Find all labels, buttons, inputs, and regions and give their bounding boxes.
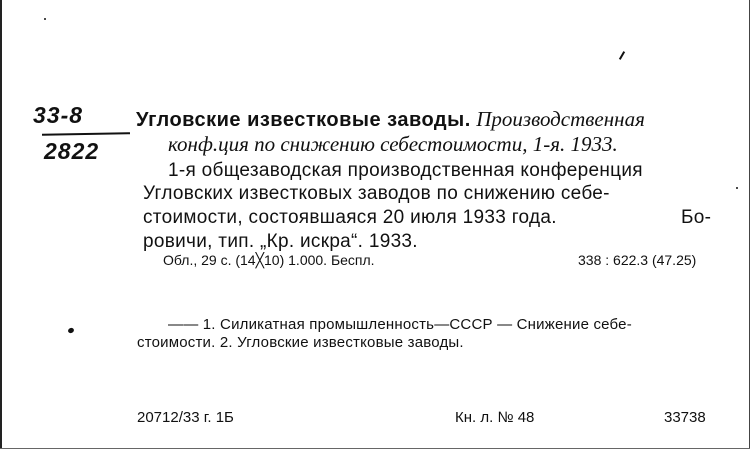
call-number-bottom: 2822 [44, 138, 100, 164]
footer-card-number: 33738 [664, 409, 706, 426]
entry-heading [136, 106, 736, 133]
call-number-divider [42, 132, 130, 136]
subject-headings-line: стоимости. 2. Угловские известковые заводы. [137, 334, 464, 351]
entry-description-text: стоимости, состоявшаяся 20 июля 1933 года. [143, 207, 557, 228]
entry-title-start: Производственная [476, 107, 645, 131]
speck [44, 18, 46, 20]
footer-chronicle-number: Кн. л. № 48 [455, 409, 535, 426]
entry-title-continuation: конф.ция по снижению себестоимости, 1-я. 1933. [168, 132, 618, 156]
entry-imprint-line: ровичи, тип. „Кр. искра“. 1933. [143, 231, 418, 252]
call-number-top: 33-8 [33, 102, 84, 128]
entry-description-line: Угловских известковых заводов по снижению себе- [143, 183, 610, 204]
card-left-edge [0, 0, 2, 449]
entry-description-hyphenation: Бо- [681, 207, 712, 228]
ink-blot [67, 327, 75, 334]
speck [736, 187, 738, 189]
entry-collation: Обл., 29 с. (14╳10) 1.000. Беспл. [163, 252, 375, 268]
pencil-mark [619, 51, 625, 60]
footer-order-number: 20712/33 г. 1Б [137, 409, 234, 426]
entry-description-line [143, 206, 712, 230]
subject-headings-line: —— 1. Силикатная промышленность—СССР — Снижение себе- [168, 316, 632, 333]
entry-classification: 338 : 622.3 (47.25) [578, 252, 697, 268]
entry-description-line: 1-я общезаводская производственная конференция [168, 160, 643, 181]
entry-author: Угловские известковые заводы. [136, 109, 471, 131]
